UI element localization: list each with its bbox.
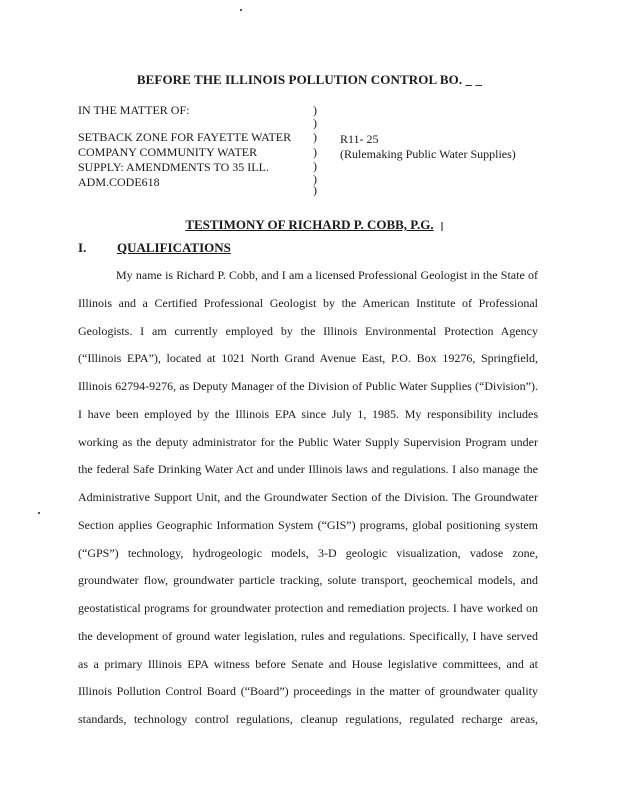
caption-paren: ) — [313, 103, 317, 117]
caption-subject-line: SETBACK ZONE FOR FAYETTE WATER — [78, 130, 292, 144]
paragraph-line: Illinois Pollution Control Board (“Board”) proceedings in the matter of groundwater quality — [78, 684, 538, 699]
caption-subject-line: COMPANY COMMUNITY WATER — [78, 145, 258, 159]
paragraph-line: Section applies Geographic Information System (“GIS”) programs, global positioning system — [78, 517, 538, 532]
paragraph-line: geostatistical programs for groundwater protection and remediation projects. I have worked on — [78, 601, 538, 615]
paragraph-line: (“Illinois EPA”), located at 1021 North Grand Avenue East, P.O. Box 19276, Springfield, — [78, 351, 538, 366]
case-type: (Rulemaking Public Water Supplies) — [340, 147, 516, 161]
paragraph-line: Administrative Support Unit, and the Groundwater Section of the Division. The Groundwater — [78, 490, 538, 504]
caption-paren: ) — [313, 130, 317, 144]
caption-paren: ) — [313, 145, 317, 159]
caption-paren: ) — [313, 172, 317, 186]
caption-subject-line: SUPPLY: AMENDMENTS TO 35 ILL. — [78, 160, 269, 174]
paragraph-line: I have been employed by the Illinois EPA since July 1, 1985. My responsibility includes — [78, 406, 538, 421]
paragraph-line: Geologists. I am currently employed by the Illinois Environmental Protection Agency — [78, 323, 538, 338]
paragraph-line: Illinois 62794-9276, as Deputy Manager of the Division of Public Water Supplies (“Division”). — [78, 379, 538, 393]
paragraph-line: groundwater flow, groundwater particle tracking, solute transport, geochemical models, and — [78, 573, 538, 588]
section-number: I. — [78, 240, 87, 255]
paragraph-line: the federal Safe Drinking Water Act and under Illinois laws and regulations. I also manage the — [78, 462, 538, 477]
board-title: BEFORE THE ILLINOIS POLLUTION CONTROL BO. _ _ — [136, 72, 483, 87]
paragraph-line: Illinois and a Certified Professional Geologist by the American Institute of Professional — [78, 295, 538, 310]
case-number: R11- 25 — [340, 132, 379, 146]
scan-speck-left — [38, 512, 40, 514]
caption-subject-line: ADM.CODE618 — [78, 175, 160, 189]
paragraph-line: (“GPS”) technology, hydrogeologic models, 3-D geologic visualization, vadose zone, — [78, 545, 538, 560]
caption-paren: ) — [313, 116, 317, 130]
paragraph-line: the development of ground water legislation, rules and regulations. Specifically, I have served — [78, 628, 538, 643]
testimony-title: TESTIMONY OF RICHARD P. COBB, P.G. — [185, 217, 434, 232]
caption-paren: ) — [313, 183, 317, 197]
qualifications-paragraph — [78, 262, 538, 734]
caption-paren: ) — [313, 159, 317, 173]
paragraph-line: working as the deputy administrator for the Public Water Supply Supervision Program under — [78, 434, 538, 449]
paragraph-line: as a primary Illinois EPA witness before Senate and House legislative committees, and at — [78, 656, 538, 671]
paragraph-line: standards, technology control regulations, cleanup regulations, regulated recharge areas, — [78, 712, 538, 726]
scan-speck-top — [240, 9, 242, 11]
paragraph-line: My name is Richard P. Cobb, and I am a licensed Professional Geologist in the State of — [116, 268, 538, 282]
matter-label: IN THE MATTER OF: — [78, 103, 190, 117]
section-title: QUALIFICATIONS — [117, 240, 231, 255]
